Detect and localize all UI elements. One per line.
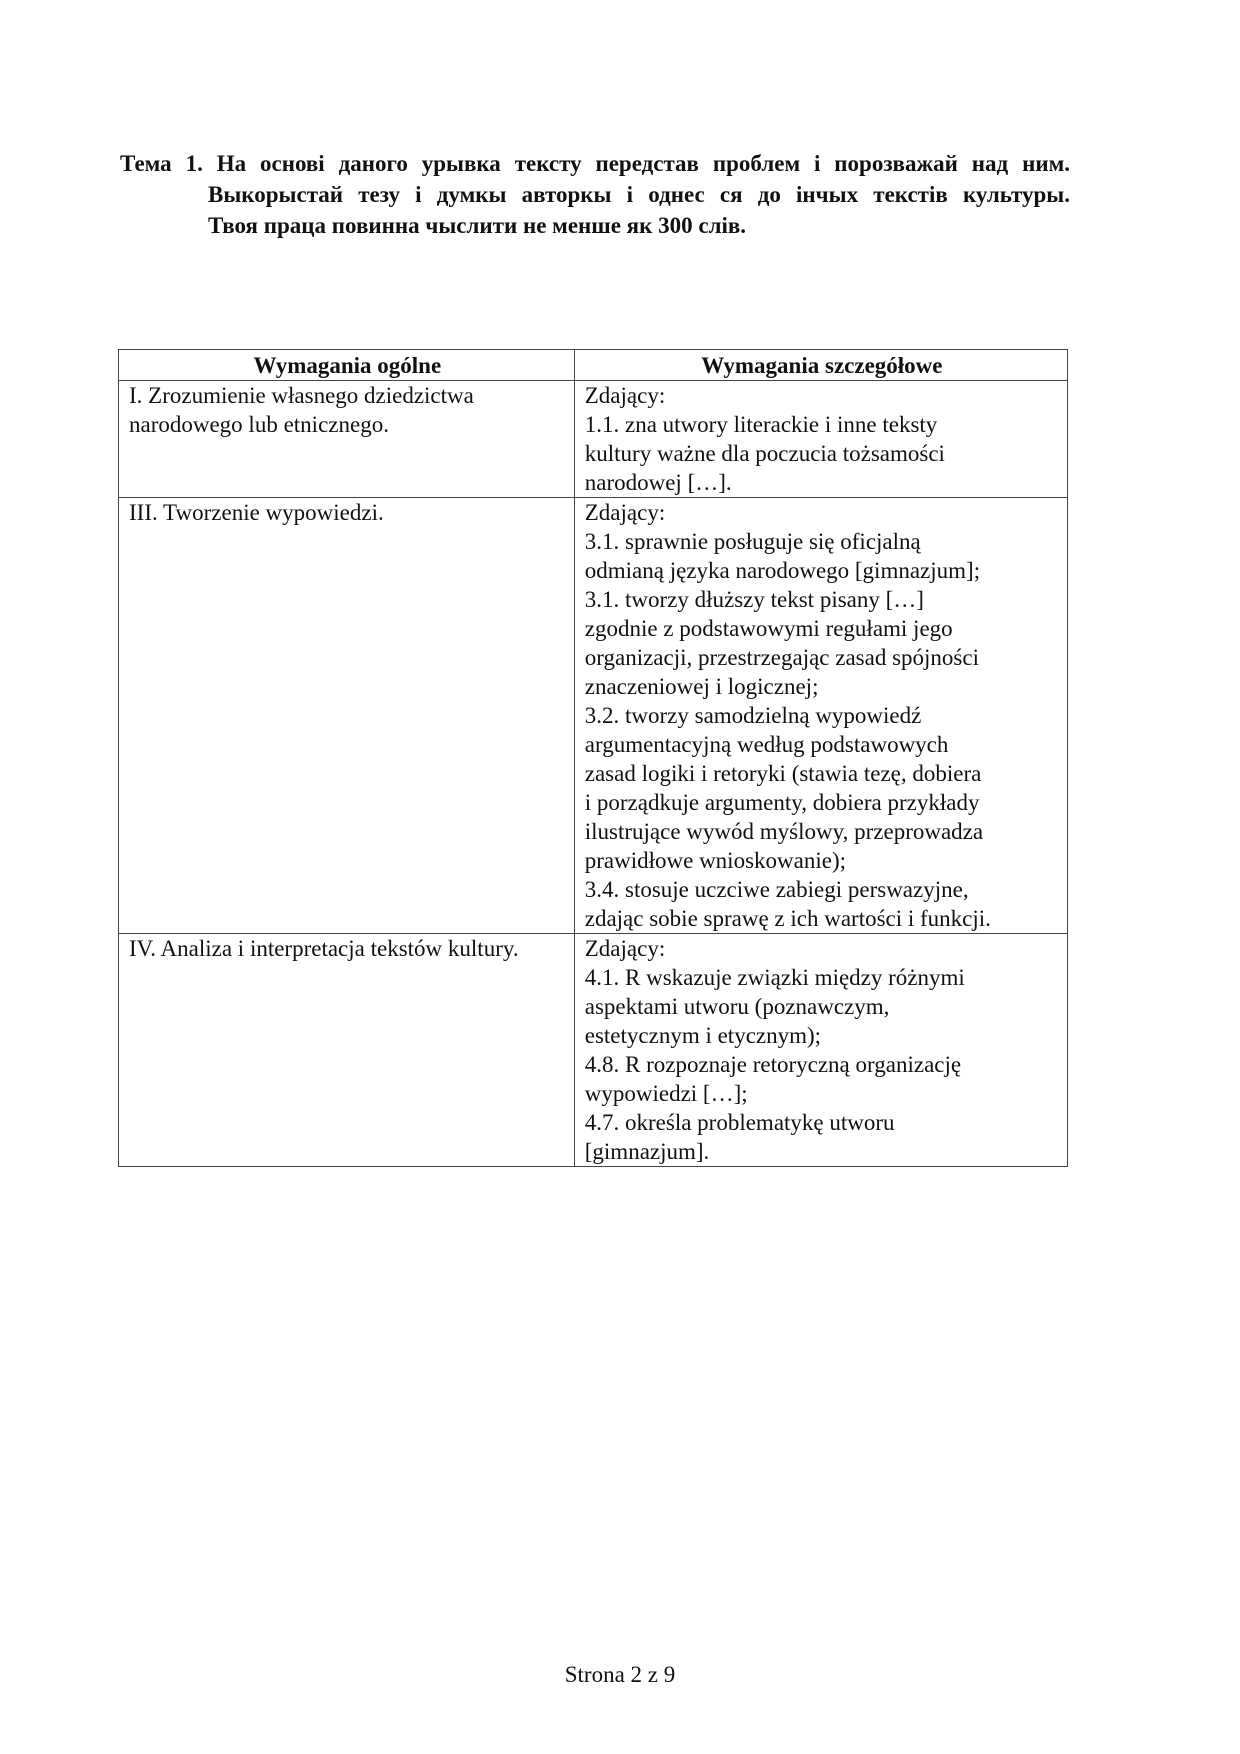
cell-line: wypowiedzi […]; [584,1081,748,1106]
cell-line: kultury ważne dla poczucia tożsamości [584,441,945,466]
cell-line: 3.4. stosuje uczciwe zabiegi perswazyjne, [584,877,969,902]
cell-line: estetycznym i etycznym); [584,1023,822,1048]
cell-line: 4.8. R rozpoznaje retoryczną organizację [584,1052,962,1077]
cell-line: ilustrujące wywód myślowy, przeprowadza [584,819,984,844]
detailed-requirement-cell [574,498,1067,934]
cell-line: 3.1. tworzy dłuższy tekst pisany […] [584,587,924,612]
cell-line: zgodnie z podstawowymi regułami jego [584,616,953,641]
cell-line: narodowej […]. [584,470,732,495]
page-number: Strona 2 z 9 [564,1662,676,1687]
cell-line: 4.1. R wskazuje związki między różnymi [584,965,965,990]
cell-line: odmianą języka narodowego [gimnazjum]; [584,558,981,583]
general-requirement-cell [119,381,575,498]
detailed-requirement-cell [574,934,1067,1167]
cell-line: 3.2. tworzy samodzielną wypowiedź [584,703,922,728]
table-row [119,381,1068,498]
cell-line: zasad logiki i retoryki (stawia tezę, dobiera [584,761,982,786]
requirements-table [118,349,1068,1167]
cell-line: III. Tworzenie wypowiedzi. [129,500,384,525]
general-requirement-cell [119,498,575,934]
cell-line: Zdający: [584,936,666,961]
cell-line: i porządkuje argumenty, dobiera przykłady [584,790,980,815]
cell-line: [gimnazjum]. [584,1139,710,1164]
column-header-detailed: Wymagania szczegółowe [574,350,1067,381]
detailed-requirement-cell [574,381,1067,498]
task-line: Выкорыстай тезу і думкы авторкы і однес ся до інчых текстів культуры. [208,182,1070,207]
table-header-row [119,350,1068,381]
cell-line: argumentacyjną według podstawowych [584,732,949,757]
cell-line: aspektami utworu (poznawczym, [584,994,890,1019]
cell-line: znaczeniowej i logicznej; [584,674,819,699]
cell-line: prawidłowe wnioskowanie); [584,848,846,873]
cell-line: IV. Analiza i interpretacja tekstów kultury. [129,936,519,961]
table-row [119,498,1068,934]
task-line: Твоя праца повинна чыслити не менше як 300 слів. [208,213,747,238]
column-header-general: Wymagania ogólne [119,350,575,381]
table-row [119,934,1068,1167]
cell-line: organizacji, przestrzegając zasad spójności [584,645,979,670]
task-line: Тема 1. На основі даного урывка тексту передстав проблем і порозважай над ним. [120,151,1070,176]
cell-line: narodowego lub etnicznego. [129,412,389,437]
cell-line: I. Zrozumienie własnego dziedzictwa [129,383,474,408]
cell-line: 1.1. zna utwory literackie i inne teksty [584,412,938,437]
cell-line: 3.1. sprawnie posługuje się oficjalną [584,529,921,554]
cell-line: zdając sobie sprawę z ich wartości i funkcji. [584,906,991,931]
cell-line: Zdający: [584,383,666,408]
cell-line: Zdający: [584,500,666,525]
general-requirement-cell [119,934,575,1167]
task-instruction [120,148,1070,241]
cell-line: 4.7. określa problematykę utworu [584,1110,895,1135]
